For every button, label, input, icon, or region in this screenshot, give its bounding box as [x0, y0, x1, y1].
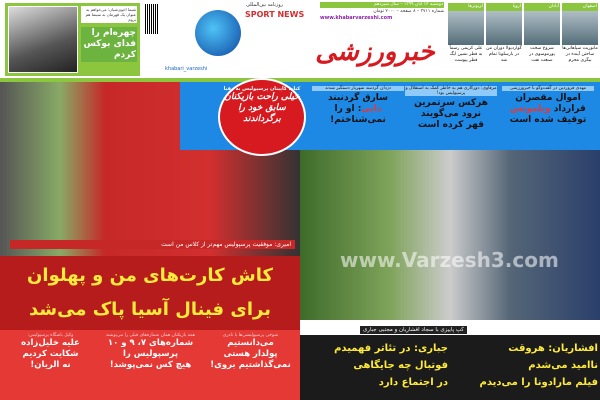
line: پولدار هستی [223, 349, 278, 359]
band-kicker: دزدان گردنبند شهریار دستگیر شدند [312, 86, 404, 91]
line: هیچ کس نمی‌پوشد! [109, 360, 192, 370]
newspaper-logo: خبرورزشی [315, 37, 435, 67]
mini-text: مانوریت سپاهانی‌ها ساختن آینده در بیگری محرم [562, 46, 598, 63]
line: نه الریان! [30, 360, 71, 370]
quote-line: فیلم مارادونا را می‌دیدم [479, 377, 598, 388]
band-kicker: مرفاوی: دورکاری هم به خاطر کمک به استقلال و پرسپولیس بود! [405, 86, 497, 96]
website: www.khabarvarzeshi.com [320, 15, 393, 21]
mini-photo [524, 11, 560, 45]
main-headline [0, 256, 300, 330]
mini-story [562, 3, 598, 75]
red-box-story [103, 333, 198, 398]
watermark: www.Varzesh3.com [340, 248, 559, 272]
promo-caption: شیما اخوی‌شبان: می‌خواهم به عنوان یک قهرمان به سینما هم بروم [81, 6, 137, 23]
quote-line: فوتبال چه جایگاهی [353, 360, 448, 371]
kicker: وکیل باشگاه پرسپولیس: [27, 333, 74, 338]
quote-line: ناامید می‌شدم [528, 360, 598, 371]
band-story [502, 86, 594, 146]
line: هرکس سرتمرین [414, 98, 488, 108]
line: نمی‌شناختم! [330, 115, 386, 125]
mini-photo [562, 11, 598, 45]
globe-logo-icon [195, 10, 241, 56]
mini-text: شروع سخت پورموسوی در صنعت نفت [529, 46, 555, 63]
circle-headline: خیلی راحت بازیکنان سابق خود را برگرداندند [224, 92, 300, 124]
band-headline [502, 93, 594, 126]
red-box-story [3, 333, 98, 398]
line: اموال مقصران [515, 93, 581, 103]
secondary-photo [300, 150, 600, 320]
line: : او را [334, 104, 362, 114]
mini-text: گواردیولا دوران من در بارسلونا تمام شد [486, 46, 522, 63]
line: علیه خلیل‌زاده [21, 338, 80, 348]
line: شماره‌های ۷، ۹ و ۱۰ [107, 338, 194, 348]
quote-line: جباری: در تئاتر فهمیدم [334, 343, 448, 354]
photo-caption: کپ پاییزی با سجاد افشاریان و مجتبی جباری [360, 326, 467, 334]
sport-news-label: SPORT NEWS [245, 10, 305, 19]
masthead-info [320, 2, 444, 21]
band-story [405, 86, 497, 146]
band-headline [312, 93, 404, 126]
quote-line: در اجتماع دارد [378, 377, 448, 388]
mini-photo [448, 11, 484, 45]
highlight: ویلموتس [510, 104, 551, 114]
headline-line: کاش کارت‌های من و پهلوان [27, 265, 273, 286]
band-headline [405, 98, 497, 131]
quote-circle [218, 78, 306, 156]
mini-text: علی کریمی رسماً به قطر نشین ایگ قطر پیوست [449, 46, 483, 63]
headline-line: برای فینال آسیا پاک می‌شد [29, 299, 271, 320]
promo-box [5, 3, 140, 76]
line: نمی‌گذاشتیم بروی! [210, 360, 291, 370]
issue-line: شماره ۳۷۱۱ – ۸ صفحه – ۲۰۰۰ تومان [373, 9, 444, 14]
red-box-story [203, 333, 298, 398]
line: می‌دانستیم [227, 338, 274, 348]
promo-title: چهره‌ام را فدای بوکس کردم [81, 27, 137, 62]
line: پرسپولیس را [122, 349, 179, 359]
mini-story [524, 3, 560, 75]
mini-tag: لژیونرها [448, 3, 484, 11]
line: شکایت کردیم [22, 349, 79, 359]
intl-label: روزنامه بین‌المللی [246, 2, 284, 8]
quote-line: افشاریان: هروقت [508, 343, 598, 354]
band-kicker: مهدی فروردین در گفت‌وگو با خبرورزشی [502, 86, 594, 91]
mini-tag: اصفهان [562, 3, 598, 11]
mini-story [448, 3, 484, 75]
mini-story [486, 3, 522, 75]
social-handle: khabari_varzeshi [165, 66, 208, 72]
quote-left [300, 340, 448, 391]
circle-kicker: کنایه کاپیتان پرسپولیس به رقبا [223, 86, 301, 92]
line: سارق گردنبند [328, 93, 388, 103]
kicker: شوخی پرسپولیسی‌ها با نادری [222, 333, 279, 338]
quote-right [450, 340, 598, 391]
date-line: دوشنبه ۱۲ آبان ۱۳۹۹ – سال سیزدهم [320, 2, 444, 8]
mini-tag: آبادان [524, 3, 560, 11]
line: نرود می‌گویند [420, 109, 482, 119]
line: توقیف شده است [509, 115, 587, 125]
promo-photo [8, 6, 78, 73]
main-subhead: امیری: موفقیت پرسپولیس مهم‌تر از کلاس من است [10, 240, 295, 249]
mini-photo [486, 11, 522, 45]
kicker: همه بازیکنان همان شماره‌های قبلی را می‌پوشند [105, 333, 196, 338]
band-story [312, 86, 404, 146]
highlight: دایی [361, 104, 382, 114]
line: قرارداد [553, 104, 586, 114]
barcode [145, 4, 159, 34]
mini-tag: اروپا [486, 3, 522, 11]
line: قهر کرده است [418, 120, 484, 130]
